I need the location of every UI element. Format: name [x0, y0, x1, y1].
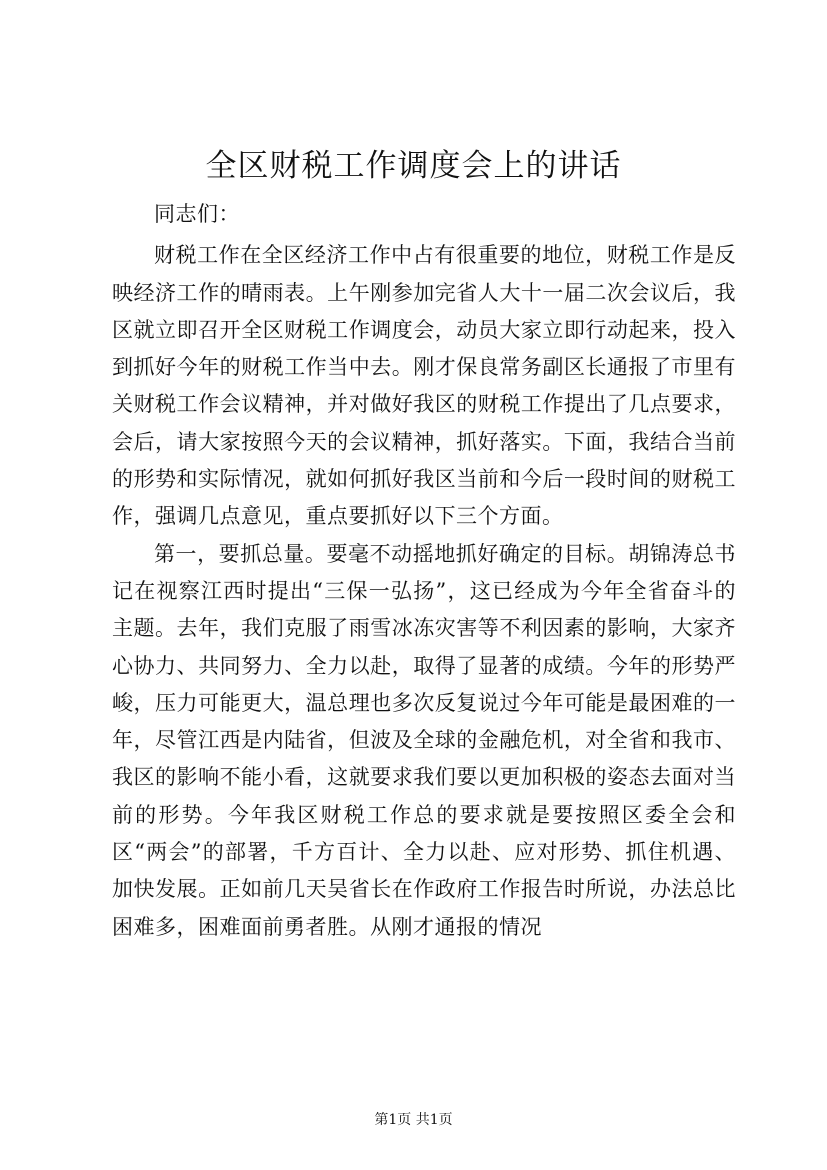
paragraph-2: 第一，要抓总量。要毫不动摇地抓好确定的目标。胡锦涛总书记在视察江西时提出“三保一弘扬”，这已经成为今年全省奋斗的主题。去年，我们克服了雨雪冰冻灾害等不利因素的影响，大家齐心协力、共同努力、全力以赴，取得了显著的成绩。今年的形势严峻，压力可能更大，温总理也多次反复说过今年可能是最困难的一年，尽管江西是内陆省，但波及全球的金融危机，对全省和我市、我区的影响不能小看，这就要求我们要以更加积极的姿态去面对当前的形势。今年我区财税工作总的要求就是要按照区委全会和区“两会”的部署，千方百计、全力以赴、应对形势、抓住机遇、加快发展。正如前几天吴省长在作政府工作报告时所说，办法总比困难多，困难面前勇者胜。从刚才通报的情况: [112, 541, 736, 939]
page-footer: 第1页 共1页: [374, 1112, 453, 1128]
paragraph-1: 财税工作在全区经济工作中占有很重要的地位，财税工作是反映经济工作的晴雨表。上午刚参加完省人大十一届二次会议后，我区就立即召开全区财税工作调度会，动员大家立即行动起来，投入到抓好今年的财税工作当中去。刚才保良常务副区长通报了市里有关财税工作会议精神，并对做好我区的财税工作提出了几点要求，会后，请大家按照今天的会议精神，抓好落实。下面，我结合当前的形势和实际情况，就如何抓好我区当前和今后一段时间的财税工作，强调几点意见，重点要抓好以下三个方面。: [112, 243, 736, 529]
salutation: 同志们：: [154, 202, 240, 226]
document-body: [112, 196, 736, 946]
page-title: 全区财税工作调度会上的讲话: [205, 148, 622, 184]
